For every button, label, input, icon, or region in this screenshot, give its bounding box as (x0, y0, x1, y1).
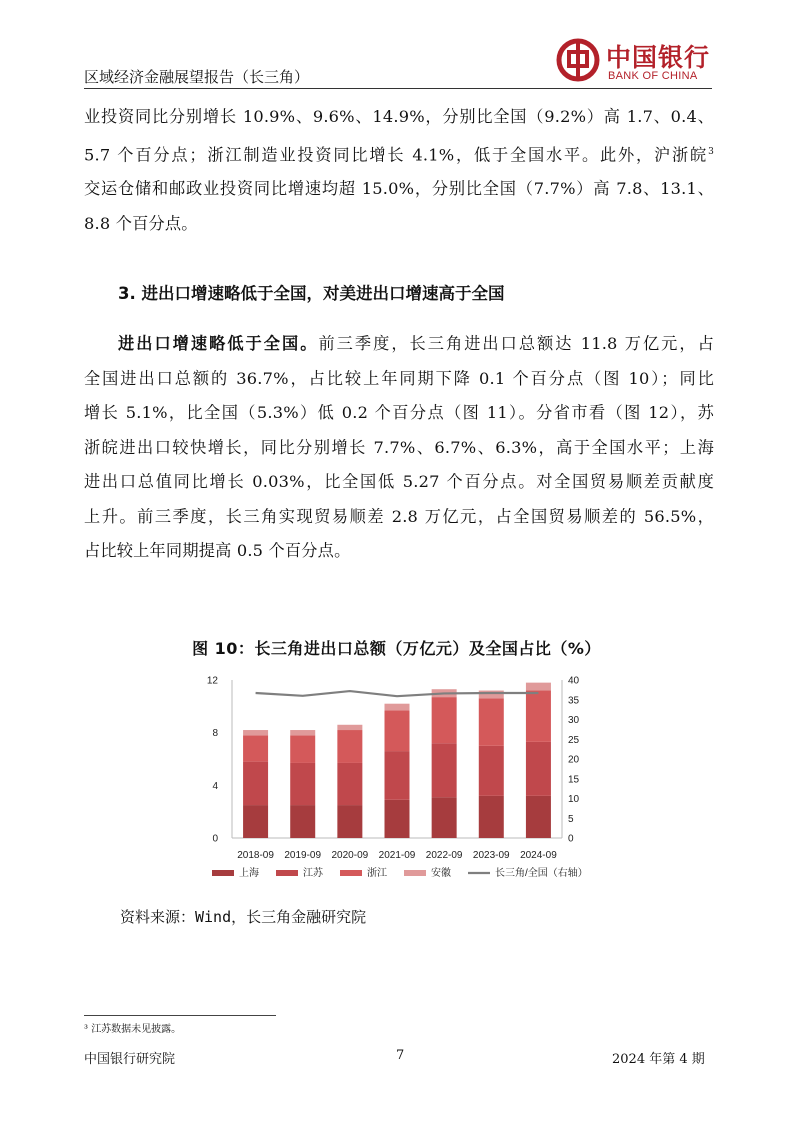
bank-logo (556, 38, 712, 84)
y-right-tick-label: 0 (568, 833, 574, 845)
footnote-divider (84, 1015, 276, 1016)
bar-segment (479, 691, 504, 699)
bar-segment (526, 691, 551, 742)
bar-segment (432, 797, 457, 838)
paragraph-2 (84, 327, 714, 569)
bar-segment (290, 805, 315, 838)
paragraph-2-line: 增长 5.1%，比全国（5.3%）低 0.2 个百分点（图 11）。分省市看（图 12），苏 (84, 403, 714, 422)
footnote-ref: 3 (708, 146, 714, 157)
legend-swatch (340, 870, 362, 876)
bar-segment (243, 730, 268, 735)
x-tick-label: 2020-09 (331, 850, 369, 861)
bar-segment (243, 805, 268, 838)
bar-segment (337, 725, 362, 730)
y-right-tick-label: 40 (568, 675, 580, 687)
bar-segment (526, 742, 551, 796)
paragraph-1-line: 业投资同比分别增长 10.9%、9.6%、14.9%，分别比全国（9.2%）高 1.7、0.4、 (84, 107, 714, 126)
bar-segment (479, 698, 504, 745)
legend-label: 浙江 (367, 868, 387, 879)
x-tick-label: 2024-09 (520, 850, 557, 861)
bar-segment (337, 730, 362, 763)
bar-segment (385, 751, 410, 800)
y-right-tick-label: 35 (568, 695, 580, 707)
header-divider (84, 88, 712, 89)
footer-publisher: 中国银行研究院 (84, 1052, 176, 1067)
paragraph-2-line: 进出口增速略低于全国。前三季度，长三角进出口总额达 11.8 万亿元，占 (118, 334, 714, 353)
legend-swatch (404, 870, 426, 876)
x-tick-label: 2023-09 (472, 850, 510, 861)
x-tick-label: 2022-09 (425, 850, 463, 861)
legend-label: 上海 (239, 868, 259, 879)
bank-of-china-logo-icon (556, 38, 600, 82)
paragraph-1 (84, 100, 714, 241)
bar-segment (243, 762, 268, 805)
y-left-tick-label: 0 (212, 833, 218, 845)
bar-segment (337, 763, 362, 805)
legend-swatch (212, 870, 234, 876)
bar-segment (243, 735, 268, 761)
y-right-tick-label: 5 (568, 813, 574, 825)
footnote: ³ 江苏数据未见披露。 (84, 1024, 182, 1035)
legend-label: 长三角/全国（右轴） (495, 868, 588, 879)
bar-segment (337, 805, 362, 838)
trade-chart (190, 668, 610, 890)
paragraph-1-line: 5.7 个百分点；浙江制造业投资同比增长 4.1%，低于全国水平。此外，沪浙皖$^3$ (84, 144, 714, 164)
x-tick-label: 2018-09 (237, 850, 274, 861)
y-right-tick-label: 20 (568, 754, 580, 766)
paragraph-2-line: 全国进出口总额的 36.7%，占比较上年同期下降 0.1 个百分点（图 10）；同比 (84, 368, 714, 388)
y-left-tick-label: 12 (206, 675, 218, 687)
paragraph-1-line: 8.8 个百分点。 (84, 213, 198, 233)
logo-english-text: BANK OF CHINA (608, 70, 698, 82)
bar-segment (432, 697, 457, 743)
y-right-tick-label: 10 (568, 794, 580, 805)
x-tick-label: 2021-09 (378, 850, 416, 861)
bar-segment (385, 800, 410, 838)
bar-segment (526, 683, 551, 691)
paragraph-2-lead: 进出口增速略低于全国。 (118, 334, 319, 353)
y-left-tick-label: 4 (212, 780, 218, 792)
bar-segment (526, 796, 551, 838)
paragraph-2-line: 占比较上年同期提高 0.5 个百分点。 (84, 541, 351, 560)
bar-segment (479, 746, 504, 796)
y-right-tick-label: 30 (568, 715, 580, 726)
section-heading: 3. 进出口增速略低于全国，对美进出口增速高于全国 (118, 284, 505, 303)
footer-issue: 2024 年第 4 期 (612, 1052, 705, 1067)
logo-chinese-text: 中国银行 (606, 43, 711, 72)
paragraph-1-line: 交运仓储和邮政业投资同比增速均超 15.0%，分别比全国（7.7%）高 7.8、13.1、 (84, 179, 714, 199)
paragraph-2-line: 浙皖进出口较快增长，同比分别增长 7.7%、6.7%、6.3%，高于全国水平；上海 (84, 437, 714, 457)
paragraph-2-line: 上升。前三季度，长三角实现贸易顺差 2.8 万亿元，占全国贸易顺差的 56.5%， (84, 506, 714, 526)
bar-segment (290, 730, 315, 735)
bar-segment (385, 704, 410, 711)
paragraph-2-line: 进出口总值同比增长 0.03%，比全国低 5.27 个百分点。对全国贸易顺差贡献度 (84, 472, 714, 491)
header-title: 区域经济金融展望报告（长三角） (84, 68, 310, 86)
legend-swatch (276, 870, 298, 876)
y-right-tick-label: 15 (568, 774, 580, 786)
bar-segment (385, 710, 410, 751)
bar-segment (290, 763, 315, 805)
figure-source: 资料来源：Wind，长三角金融研究院 (120, 908, 367, 926)
legend-label: 安徽 (431, 868, 451, 879)
bar-segment (479, 796, 504, 838)
bar-segment (290, 735, 315, 763)
y-right-tick-label: 25 (568, 734, 580, 746)
figure-title: 图 10：长三角进出口总额（万亿元）及全国占比（%） (192, 639, 601, 658)
bar-segment (432, 743, 457, 797)
page-number: 7 (396, 1048, 405, 1063)
x-tick-label: 2019-09 (284, 850, 322, 861)
y-left-tick-label: 8 (212, 728, 218, 740)
legend-label: 江苏 (303, 868, 323, 879)
